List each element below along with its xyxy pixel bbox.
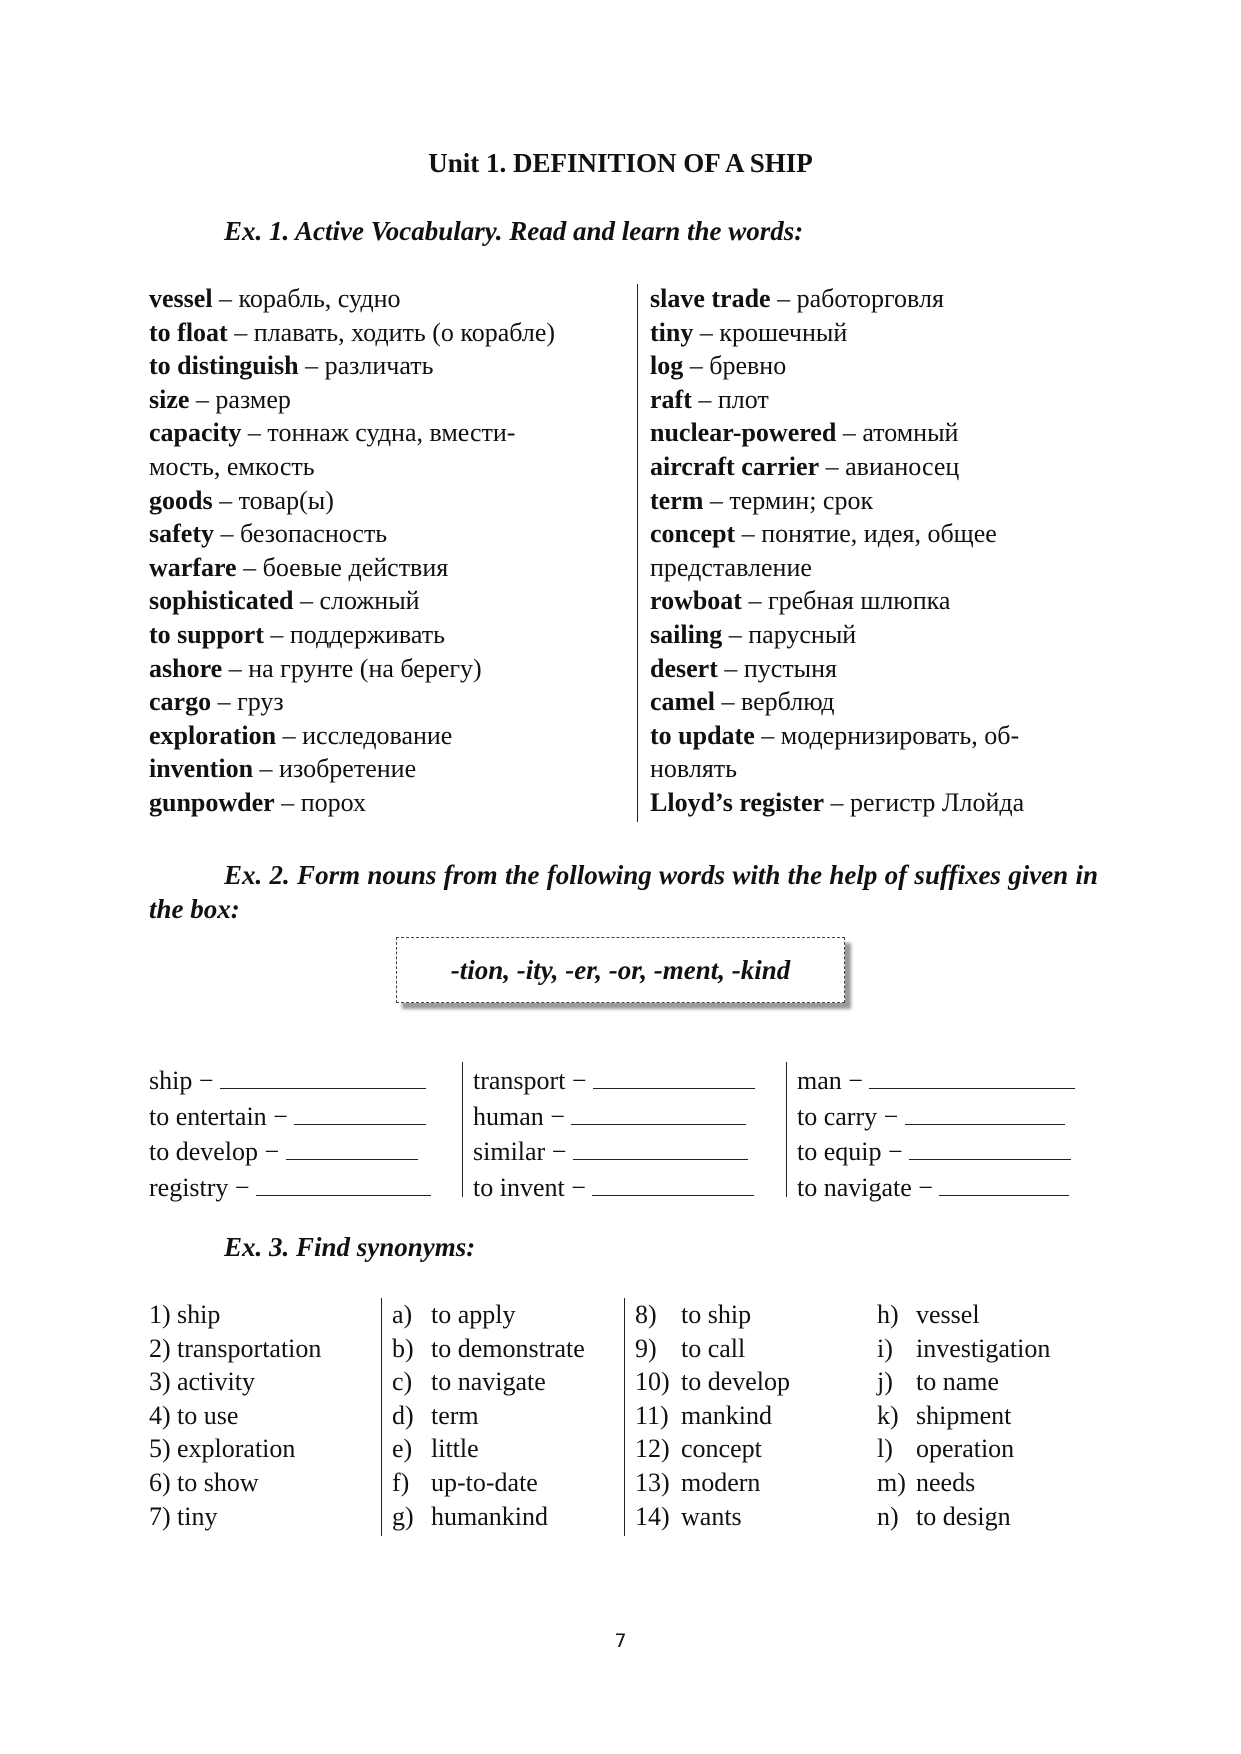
list-item: c) to navigate [392, 1367, 546, 1397]
ex2-item: to equip − [797, 1133, 1097, 1169]
list-item: 3) activity [149, 1367, 255, 1397]
answer-blank[interactable] [939, 1169, 1069, 1196]
list-item: 8) to ship [635, 1300, 752, 1329]
vocab-item: raft – плот [650, 384, 769, 414]
page-title: Unit 1. DEFINITION OF A SHIP [428, 148, 813, 178]
list-item: 14) wants [635, 1501, 742, 1531]
list-item: d) term [392, 1400, 479, 1430]
ex2-item: to entertain − [149, 1098, 449, 1134]
vocab-item: cargo – груз [149, 687, 284, 717]
vocab-item: to distinguish – различать [149, 351, 434, 381]
vocab-item: nuclear-powered – атомный [650, 418, 959, 448]
list-item: k) shipment [877, 1400, 1012, 1430]
vocab-right-column [650, 282, 1100, 820]
answer-blank[interactable] [294, 1098, 426, 1125]
vocab-item: to float – плавать, ходить (о корабле) [149, 317, 556, 347]
list-item: n) to design [877, 1501, 1011, 1531]
answer-blank[interactable] [869, 1062, 1075, 1089]
ex3-heading: Ex. 3. Find synonyms: [224, 1232, 476, 1262]
ex1-heading: Ex. 1. Active Vocabulary. Read and learn the words: [224, 216, 804, 246]
ex2-item: similar − [473, 1133, 773, 1169]
ex2-item: ship − [149, 1062, 449, 1098]
list-item: e) little [392, 1434, 479, 1464]
vocab-item: Lloyd’s register – регистр Ллойда [650, 787, 1025, 817]
vocab-item: to support – поддерживать [149, 619, 445, 649]
list-item: m) needs [877, 1467, 976, 1497]
vocab-left-column [149, 282, 617, 820]
column-divider [786, 1062, 787, 1197]
answer-blank[interactable] [593, 1062, 755, 1089]
list-item: h) vessel [877, 1300, 980, 1329]
vocab-item: invention – изобретение [149, 754, 417, 784]
answer-blank[interactable] [592, 1169, 754, 1196]
vocab-item: to update – модернизировать, об-новлять [650, 720, 1020, 784]
vocab-item: safety – безопасность [149, 519, 388, 549]
ex3-column-4 [877, 1298, 1097, 1533]
list-item: 12) concept [635, 1434, 762, 1464]
list-item: g) humankind [392, 1501, 548, 1531]
vocab-item: exploration – исследование [149, 720, 453, 750]
answer-blank[interactable] [573, 1133, 748, 1160]
list-item: f) up-to-date [392, 1467, 538, 1497]
ex2-heading: Ex. 2. Form nouns from the following words with the help of suffixes given in the box: [149, 860, 1098, 924]
ex2-item: to navigate − [797, 1169, 1097, 1205]
ex2-item: to develop − [149, 1133, 449, 1169]
vocab-item: sophisticated – сложный [149, 586, 420, 616]
ex3-column-1 [149, 1298, 379, 1533]
list-item: 7) tiny [149, 1501, 218, 1531]
ex3-column-3 [635, 1298, 865, 1533]
vocab-item: camel – верблюд [650, 687, 835, 717]
vocab-item: size – размер [149, 384, 291, 414]
ex2-item: transport − [473, 1062, 773, 1098]
column-divider [462, 1062, 463, 1197]
vocab-item: capacity – тоннаж судна, вмести-мость, емкость [149, 418, 516, 481]
ex2-item: to carry − [797, 1098, 1097, 1134]
vocab-item: goods – товар(ы) [149, 485, 334, 515]
list-item: a) to apply [392, 1300, 516, 1329]
column-divider [624, 1298, 625, 1536]
ex2-item: to invent − [473, 1169, 773, 1205]
ex2-column-3 [797, 1062, 1097, 1204]
list-item: 6) to show [149, 1467, 259, 1497]
vocab-item: concept – понятие, идея, общее представление [650, 519, 997, 582]
answer-blank[interactable] [286, 1133, 418, 1160]
vocab-item: gunpowder – порох [149, 787, 366, 817]
vocab-item: slave trade – работорговля [650, 284, 944, 313]
list-item: 11) mankind [635, 1400, 772, 1430]
answer-blank[interactable] [905, 1098, 1065, 1125]
list-item: 2) transportation [149, 1333, 322, 1363]
list-item: 10) to develop [635, 1367, 791, 1397]
vocab-item: warfare – боевые действия [149, 552, 449, 582]
list-item: b) to demonstrate [392, 1333, 585, 1363]
vocab-item: vessel – корабль, судно [149, 284, 401, 313]
vocab-item: log – бревно [650, 351, 787, 381]
answer-blank[interactable] [909, 1133, 1071, 1160]
ex2-column-2 [473, 1062, 773, 1204]
vocab-item: sailing – парусный [650, 619, 857, 649]
list-item: 5) exploration [149, 1434, 296, 1464]
list-item: 13) modern [635, 1467, 761, 1497]
list-item: 9) to call [635, 1333, 746, 1363]
ex2-item: human − [473, 1098, 773, 1134]
list-item: l) operation [877, 1434, 1015, 1464]
vocab-item: term – термин; срок [650, 485, 874, 515]
ex3-column-2 [392, 1298, 622, 1533]
ex2-item: registry − [149, 1169, 449, 1205]
vocab-item: rowboat – гребная шлюпка [650, 586, 951, 616]
ex2-item: man − [797, 1062, 1097, 1098]
list-item: j) to name [877, 1367, 1000, 1397]
suffix-box: -tion, -ity, -er, -or, -ment, -kind [396, 937, 845, 1003]
answer-blank[interactable] [256, 1169, 431, 1196]
answer-blank[interactable] [220, 1062, 426, 1089]
page-number: 7 [614, 1630, 627, 1652]
vocab-item: ashore – на грунте (на берегу) [149, 653, 482, 683]
vocab-item: tiny – крошечный [650, 317, 848, 347]
vocab-item: aircraft carrier – авианосец [650, 451, 960, 481]
list-item: 4) to use [149, 1400, 239, 1430]
answer-blank[interactable] [571, 1098, 746, 1125]
vocab-item: desert – пустыня [650, 653, 838, 683]
column-divider [637, 284, 638, 822]
list-item: 1) ship [149, 1300, 221, 1329]
list-item: i) investigation [877, 1333, 1051, 1363]
ex2-column-1 [149, 1062, 449, 1204]
column-divider [381, 1298, 382, 1536]
